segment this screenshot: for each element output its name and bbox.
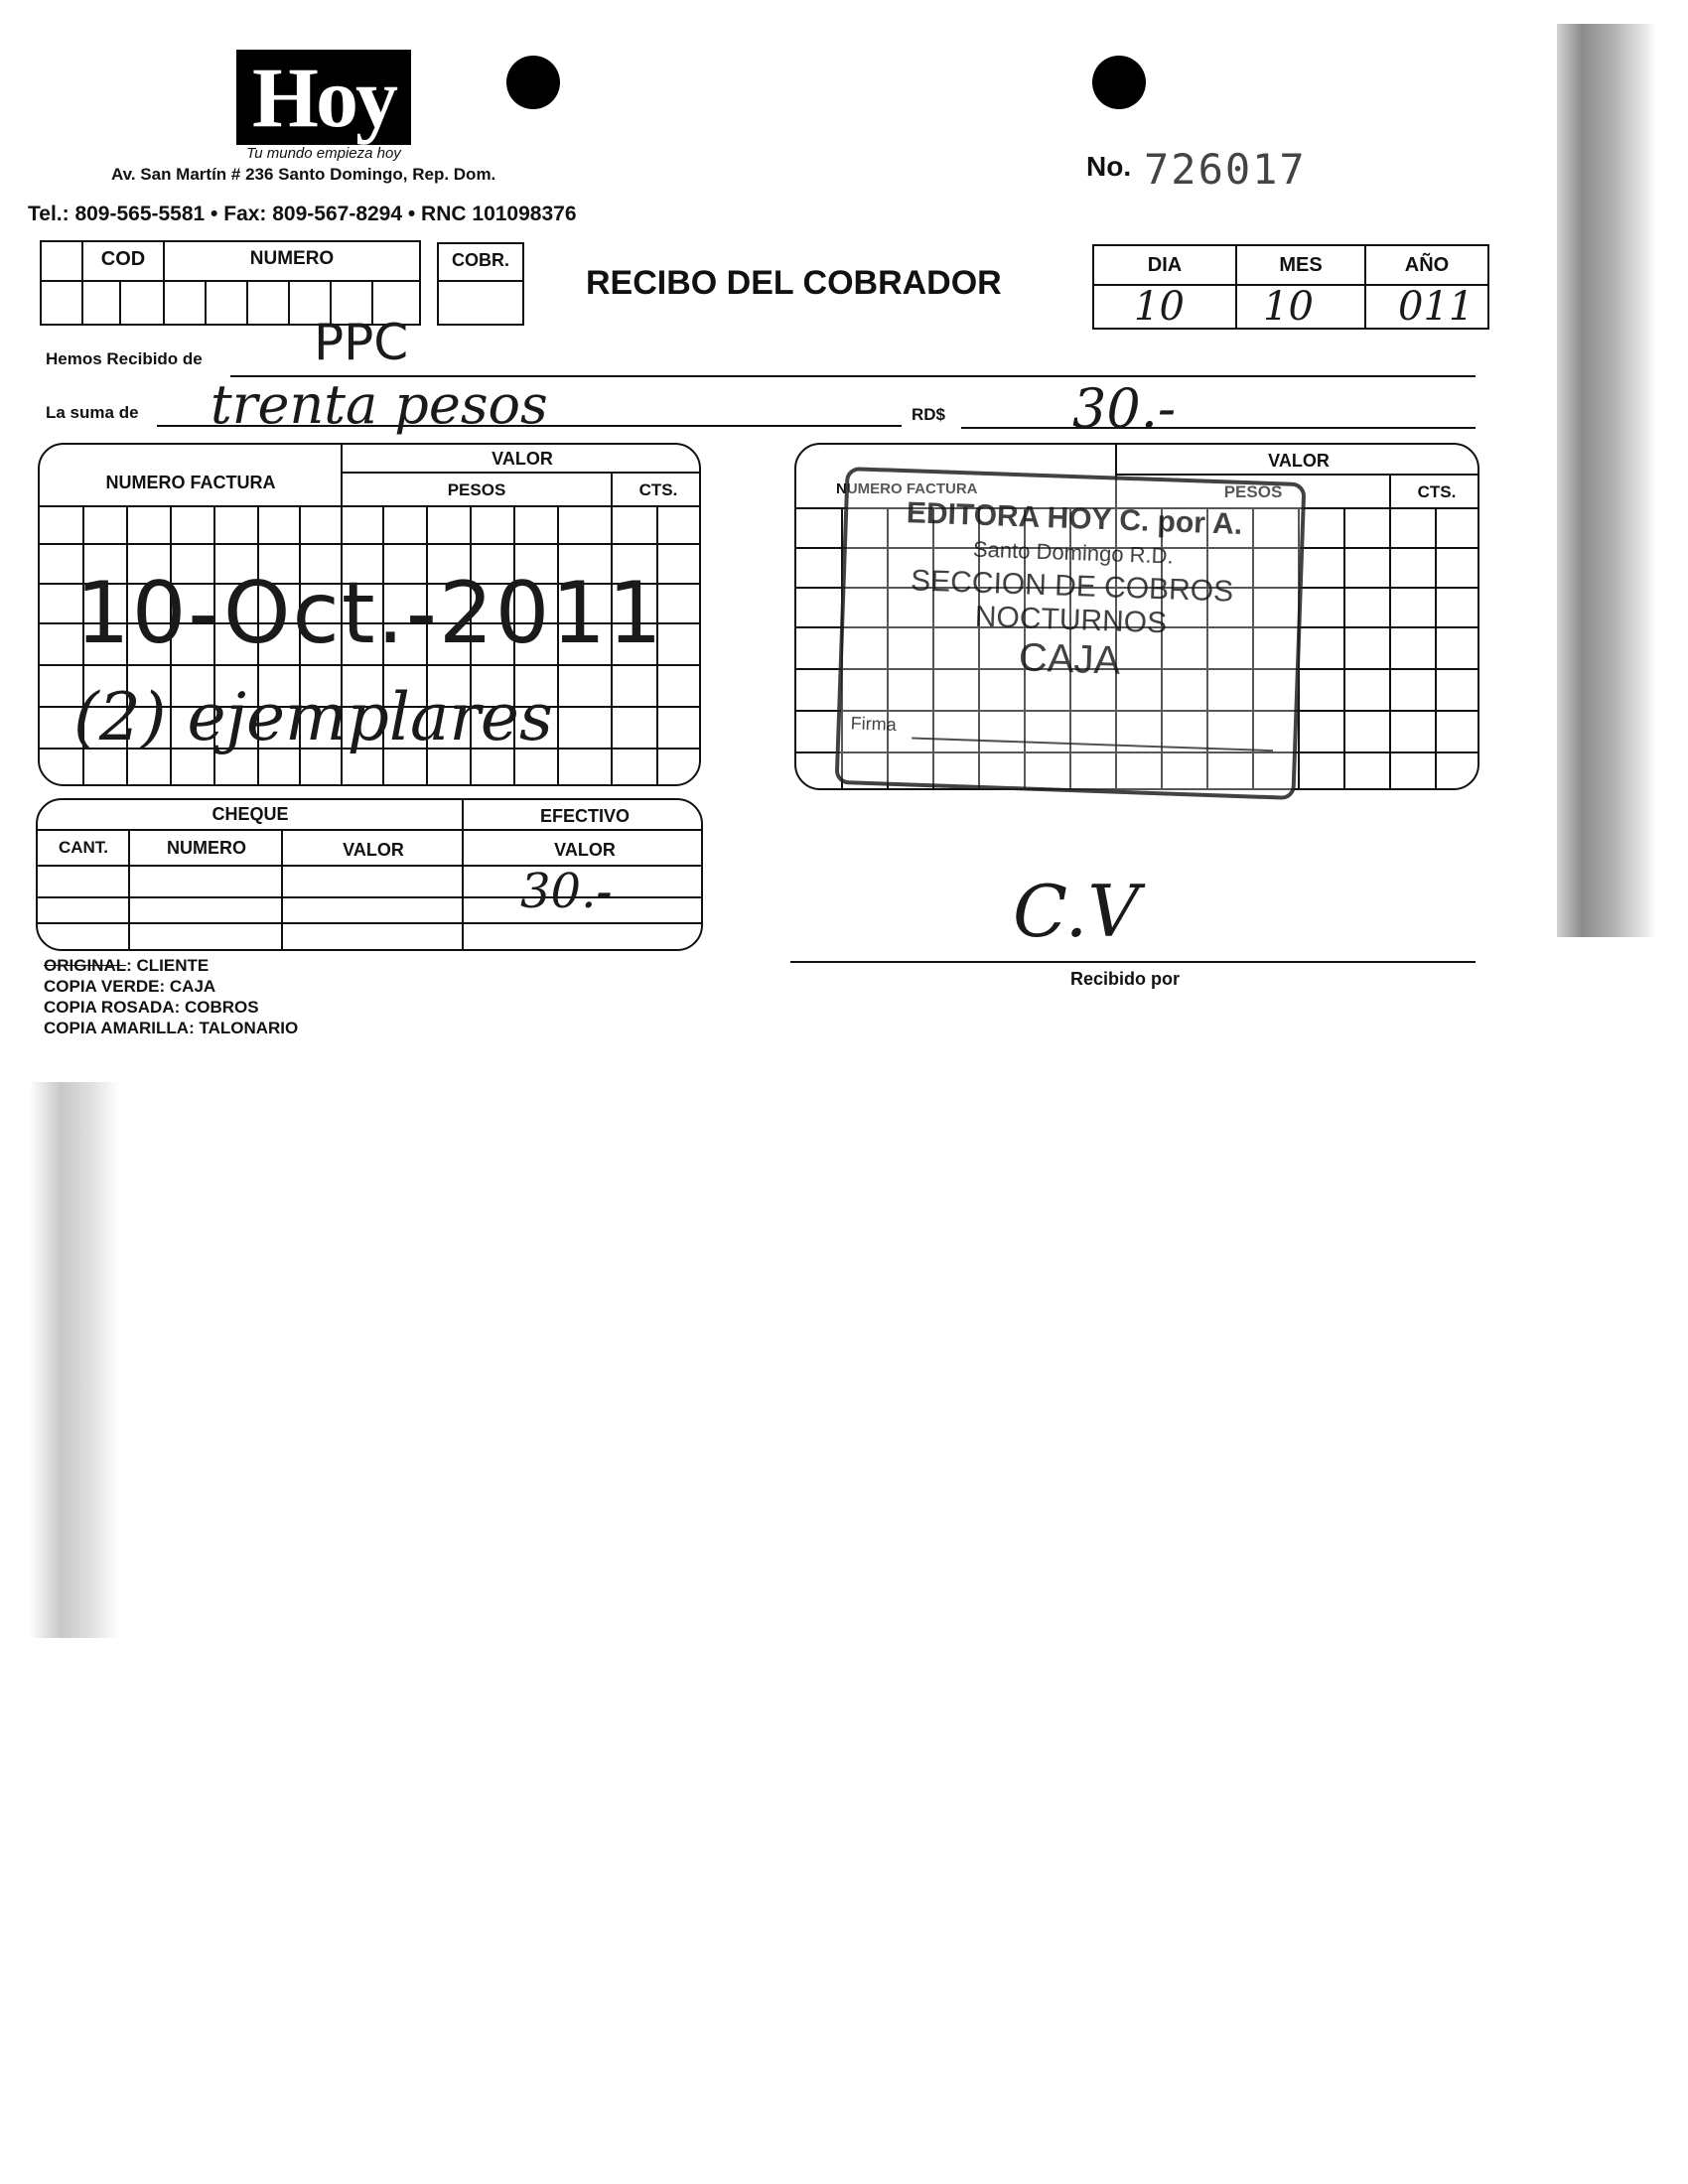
received-from-label: Hemos Recibido de xyxy=(46,349,203,368)
left-invoice-table xyxy=(38,443,701,786)
right-valor-label: VALOR xyxy=(1268,451,1330,471)
sum-label: La suma de xyxy=(46,403,139,422)
dia-label: DIA xyxy=(1147,254,1183,276)
punch-hole-right xyxy=(1092,56,1146,109)
stamp-line4: NOCTURNOS xyxy=(974,600,1168,640)
receipt-title: RECIBO DEL COBRADOR xyxy=(586,264,1002,302)
received-from-value: PPC xyxy=(314,314,409,371)
stamp-line3: SECCION DE COBROS xyxy=(910,564,1234,609)
cheque-label: CHEQUE xyxy=(211,804,289,824)
cod-label: COD xyxy=(100,248,146,270)
logo-tagline: Tu mundo empieza hoy xyxy=(246,145,401,162)
left-pesos-label: PESOS xyxy=(447,480,506,499)
left-valor-label: VALOR xyxy=(492,449,553,469)
stamp-firma-line xyxy=(912,737,1273,751)
payment-table xyxy=(36,798,703,951)
scan-noise-right xyxy=(1557,24,1656,937)
numero-label: NUMERO xyxy=(249,248,335,269)
receipt-number-label: No. xyxy=(1086,151,1132,182)
cheque-valor-label: VALOR xyxy=(343,840,404,860)
stamp-firma-label: Firma xyxy=(850,713,898,735)
company-address: Av. San Martín # 236 Santo Domingo, Rep. Dom. xyxy=(111,165,496,184)
ano-label: AÑO xyxy=(1404,254,1450,276)
stamp-line2: Santo Domingo R.D. xyxy=(972,536,1175,569)
company-contact: Tel.: 809-565-5581 • Fax: 809-567-8294 • RNC 101098376 xyxy=(28,203,577,225)
hoy-logo: Hoy xyxy=(236,50,411,145)
rd-value: 30.- xyxy=(1072,377,1177,440)
copy-verde: COPIA VERDE: CAJA xyxy=(44,977,216,996)
cheque-numero-label: NUMERO xyxy=(167,838,246,858)
ano-value: 011 xyxy=(1398,284,1475,330)
efectivo-valor-label: VALOR xyxy=(554,840,616,860)
mes-label: MES xyxy=(1279,254,1323,276)
left-hand-copies: (2) ejemplares xyxy=(73,679,553,755)
mes-value: 10 xyxy=(1263,284,1314,330)
signature-line xyxy=(790,961,1476,963)
dia-value: 10 xyxy=(1134,284,1185,330)
copy-original: ORIGINAL: CLIENTE xyxy=(44,956,210,975)
cant-label: CANT. xyxy=(58,838,109,857)
efectivo-amount: 30.- xyxy=(520,864,613,919)
rd-line xyxy=(961,427,1476,429)
stamp-line5: CAJA xyxy=(1018,635,1121,683)
efectivo-label: EFECTIVO xyxy=(539,806,630,826)
left-hand-date: 10-Oct.-2011 xyxy=(75,564,664,663)
left-numero-factura-label: NUMERO FACTURA xyxy=(105,473,276,492)
copy-rosada: COPIA ROSADA: COBROS xyxy=(44,998,259,1017)
recibido-por-label: Recibido por xyxy=(1070,969,1181,989)
scan-noise-left xyxy=(30,1082,119,1638)
left-cts-label: CTS. xyxy=(638,480,678,499)
receiver-signature: C.V xyxy=(1013,870,1140,953)
cobr-box xyxy=(437,242,524,326)
sum-value: trenta pesos xyxy=(211,373,548,436)
right-cts-label: CTS. xyxy=(1417,482,1457,501)
cobr-label: COBR. xyxy=(452,250,509,270)
right-numero-factura-label: NUMERO FACTURA xyxy=(836,480,978,497)
copy-amarilla: COPIA AMARILLA: TALONARIO xyxy=(44,1019,299,1037)
right-pesos-label: PESOS xyxy=(1223,482,1283,501)
rd-label: RD$ xyxy=(912,405,946,424)
receipt-number: 726017 xyxy=(1144,145,1307,194)
date-box xyxy=(1092,244,1489,330)
stamp-line1: EDITORA HOY C. por A. xyxy=(906,496,1243,541)
caja-stamp xyxy=(835,467,1307,800)
punch-hole-left xyxy=(506,56,560,109)
copy-distribution xyxy=(44,955,298,1038)
